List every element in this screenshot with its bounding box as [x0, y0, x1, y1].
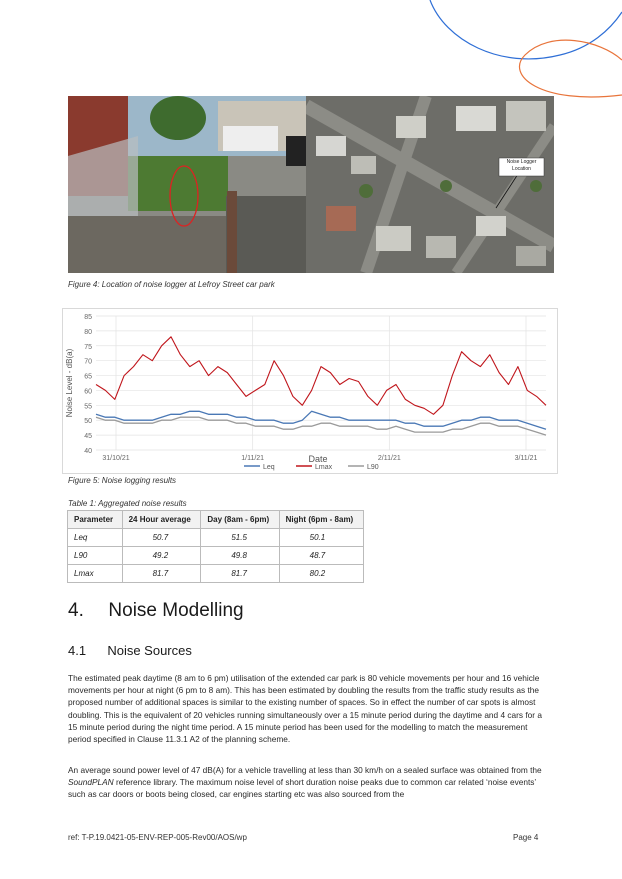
- section-title: Noise Modelling: [108, 600, 244, 621]
- legend-label-lmax: Lmax: [315, 464, 333, 471]
- y-tick-label: 45: [84, 433, 92, 441]
- row-night: 48.7: [279, 547, 363, 565]
- x-tick-label: 31/10/21: [102, 455, 130, 462]
- noise-chart: [62, 308, 558, 474]
- y-tick-label: 80: [84, 328, 92, 336]
- row-24hour: 81.7: [122, 565, 201, 583]
- section-number: 4.: [68, 600, 84, 621]
- chart-border: [63, 309, 558, 474]
- x-axis-label: Date: [308, 454, 328, 464]
- header-parameter: Parameter: [68, 511, 123, 529]
- header-24hour: 24 Hour average: [122, 511, 201, 529]
- aggregated-results-table: [67, 510, 364, 583]
- street-photo: [68, 96, 306, 273]
- row-parameter: Lmax: [68, 565, 123, 583]
- y-tick-label: 70: [84, 358, 92, 366]
- table-row: [68, 547, 364, 565]
- subsection-title: Noise Sources: [107, 643, 192, 658]
- row-24hour: 50.7: [122, 529, 201, 547]
- row-day: 51.5: [201, 529, 279, 547]
- figure5-caption: Figure 5: Noise logging results: [68, 476, 177, 485]
- row-night: 80.2: [279, 565, 363, 583]
- subsection-heading: [68, 643, 192, 658]
- row-night: 50.1: [279, 529, 363, 547]
- table1-caption: Table 1: Aggregated noise results: [68, 499, 187, 508]
- footer-reference: ref: T-P.19.0421-05-ENV-REP-005-Rev00/AOS/wp: [68, 833, 247, 842]
- body-paragraph: The estimated peak daytime (8 am to 6 pm) utilisation of the extended car park is 80 vehicle movements per hour and 16 vehicle movements per hour at night (6 pm to 8 am). This has been estimated by doubling the results from the traffic study results as the proposed number of additional spaces is similar to the existing number of spaces. So in effect the number of car spots is almost doubling. This is the equivalent of 20 vehicles running simultaneously over a 15 minute period during the daytime and 4 cars for a 15 minute period during the night time period. A 15 minute period has been used for the modelling to match the measurement period specified in Clause 11.3.1 A2 of the planning scheme.: [68, 673, 542, 745]
- y-tick-label: 75: [84, 343, 92, 351]
- row-parameter: L90: [68, 547, 123, 565]
- para2-text-end: reference library. The maximum noise level of short duration noise peaks due to common car related ‘noise events’ such as car doors or boots being closed, car engines starting etc was also sourced from the: [68, 777, 536, 800]
- aerial-map: [306, 96, 554, 273]
- para2-emphasis: SoundPLAN: [68, 777, 114, 788]
- row-parameter: Leq: [68, 529, 123, 547]
- row-day: 49.8: [201, 547, 279, 565]
- blue-arc: [430, 0, 622, 59]
- y-tick-label: 50: [84, 418, 92, 426]
- y-tick-label: 65: [84, 373, 92, 381]
- row-day: 81.7: [201, 565, 279, 583]
- row-24hour: 49.2: [122, 547, 201, 565]
- figure4-caption: Figure 4: Location of noise logger at Lefroy Street car park: [68, 280, 275, 289]
- body-paragraph: [68, 764, 548, 801]
- header-night: Night (6pm - 8am): [279, 511, 363, 529]
- y-tick-label: 40: [84, 448, 92, 455]
- legend-label-leq: Leq: [263, 464, 275, 471]
- y-tick-label: 55: [84, 403, 92, 411]
- table-header-row: [68, 511, 364, 529]
- para2-text: An average sound power level of 47 dB(A) for a vehicle travelling at less than 30 km/h on a sealed surface was obtained from the: [68, 765, 542, 775]
- section-heading: [68, 600, 244, 622]
- legend-label-l90: L90: [367, 464, 379, 471]
- table-row: [68, 529, 364, 547]
- footer-page-number: Page 4: [513, 833, 539, 842]
- noise-logger-callout: Noise Logger Location: [506, 159, 537, 172]
- x-tick-label: 2/11/21: [377, 455, 401, 462]
- subsection-number: 4.1: [68, 643, 87, 658]
- orange-arc: [519, 40, 622, 97]
- x-tick-label: 3/11/21: [514, 455, 538, 462]
- y-tick-label: 60: [84, 388, 92, 396]
- x-tick-label: 1/11/21: [241, 455, 265, 462]
- table-row: [68, 565, 364, 583]
- y-tick-label: 85: [84, 314, 92, 321]
- y-axis-label: Noise Level - dB(a): [65, 348, 74, 418]
- decorative-arcs: [400, 0, 622, 110]
- header-day: Day (8am - 6pm): [201, 511, 279, 529]
